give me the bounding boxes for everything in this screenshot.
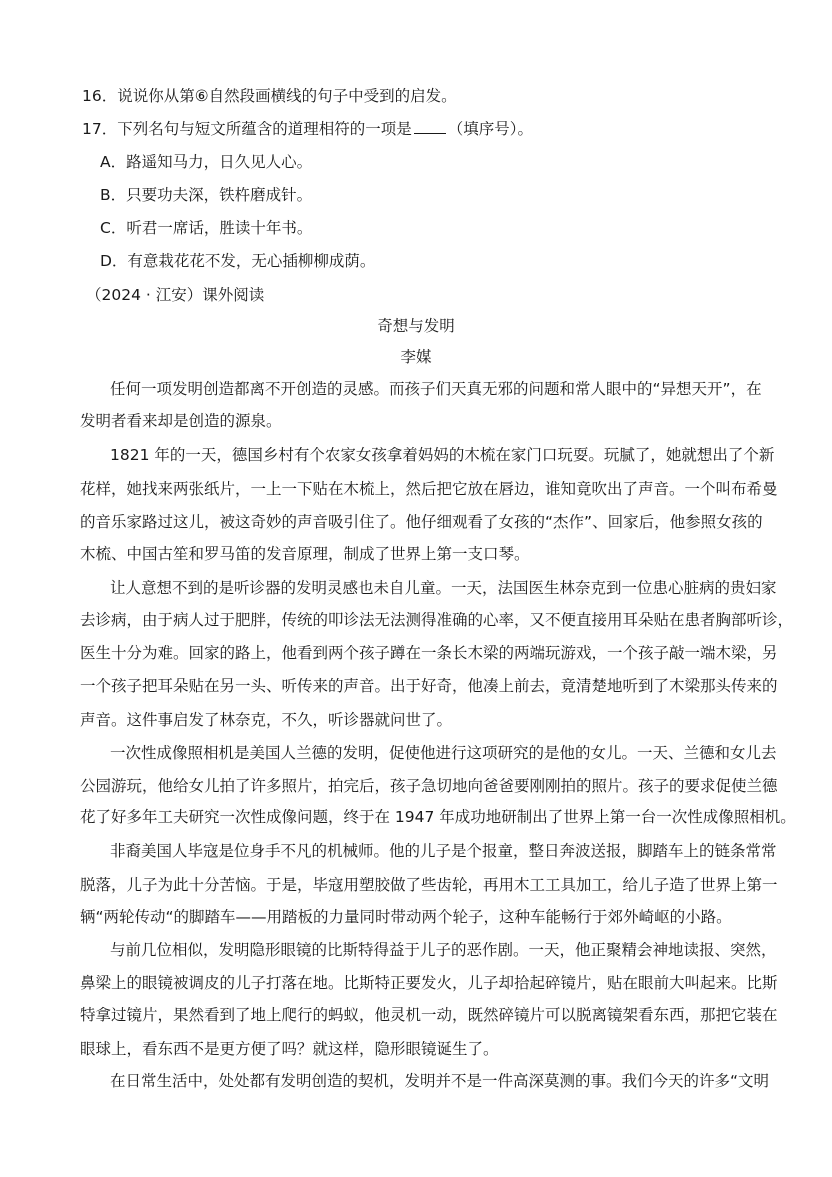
option-c: C．听君一席话，胜读十年书。: [100, 219, 313, 237]
paragraph-line: 医生十分为难。回家的路上，他看到两个孩子蹲在一条长木梁的两端玩游戏，一个孩子敲一端木梁，另: [80, 644, 778, 662]
paragraph-line: 特拿过镜片，果然看到了地上爬行的蚂蚁，他灵机一动，既然碎镜片可以脱离镜架看东西，那把它装在: [80, 1006, 778, 1024]
option-b: B．只要功夫深，铁杵磨成针。: [100, 186, 313, 204]
paragraph-line: 任何一项发明创造都离不开创造的灵感。而孩子们天真无邪的问题和常人眼中的“异想天开”，在: [110, 380, 762, 398]
paragraph-line: 花样，她找来两张纸片，一上一下贴在木梳上，然后把它放在唇边，谁知竟吹出了声音。一个叫布希曼: [80, 480, 778, 498]
paragraph-line: 发明者看来却是创造的源泉。: [80, 412, 282, 430]
source-label: （2024 · 江安）课外阅读: [86, 286, 265, 304]
paragraph-line: 鼻梁上的眼镜被调皮的儿子打落在地。比斯特正要发火，儿子却拾起碎镜片，贴在眼前大叫起来。比斯: [80, 974, 778, 992]
paragraph-line: 木梳、中国古笙和罗马笛的发音原理，制成了世界上第一支口琴。: [80, 545, 530, 563]
paragraph-line: 脱落，儿子为此十分苦恼。于是，毕寇用塑胶做了些齿轮，再用木工工具加工，给儿子造了世界上第一: [80, 876, 778, 894]
option-d: D．有意栽花花不发，无心插柳柳成荫。: [100, 252, 376, 270]
answer-blank: [414, 119, 446, 134]
option-a: A．路遥知马力，日久见人心。: [100, 153, 313, 171]
paragraph-line: 眼球上，看东西不是更方便了吗？就这样，隐形眼镜诞生了。: [80, 1040, 499, 1058]
article-author: 李媒: [400, 348, 432, 366]
question-17-prompt: 17．下列名句与短文所蕴含的道理相符的一项是: [82, 120, 412, 138]
paragraph-line: 与前几位相似，发明隐形眼镜的比斯特得益于儿子的恶作剧。一天，他正聚精会神地读报、突然，: [110, 941, 777, 959]
paragraph-line: 在日常生活中，处处都有发明创造的契机，发明并不是一件高深莫测的事。我们今天的许多“文明: [110, 1072, 770, 1090]
paragraph-line: 声音。这件事启发了林奈克，不久，听诊器就问世了。: [80, 711, 453, 729]
paragraph-line: 一次性成像照相机是美国人兰德的发明，促使他进行这项研究的是他的女儿。一天、兰德和女儿去: [110, 744, 777, 762]
paragraph-line: 让人意想不到的是听诊器的发明灵感也未自儿童。一天，法国医生林奈克到一位患心脏病的贵妇家: [110, 579, 777, 597]
paragraph-line: 一个孩子把耳朵贴在另一头、听传来的声音。出于好奇，他凑上前去，竟清楚地听到了木梁那头传来的: [80, 677, 778, 695]
question-17: [82, 119, 533, 139]
paragraph-line: 花了好多年工夫研究一次性成像问题，终于在 1947 年成功地研制出了世界上第一台一次性成像照相机。: [80, 808, 796, 826]
paragraph-line: 的音乐家路过这儿，被这奇妙的声音吸引住了。他仔细观看了女孩的“杰作”、回家后，他参照女孩的: [80, 513, 763, 531]
paragraph-line: 去诊病，由于病人过于肥胖，传统的叩诊法无法测得准确的心率，又不便直接用耳朵贴在患者胸部听诊，: [80, 611, 794, 629]
paragraph-line: 辆“两轮传动“的脚踏车——用踏板的力量同时带动两个轮子，这种车能畅行于郊外崎岖的小路。: [80, 908, 732, 926]
paragraph-line: 非裔美国人毕寇是位身手不凡的机械师。他的儿子是个报童，整日奔波送报，脚踏车上的链条常常: [110, 842, 777, 860]
article-title: 奇想与发明: [377, 317, 455, 335]
question-17-suffix: （填序号）。: [447, 120, 533, 138]
paragraph-line: 公园游玩，他给女儿拍了许多照片，拍完后，孩子急切地向爸爸要刚刚拍的照片。孩子的要求促使兰德: [80, 777, 778, 795]
question-16: 16．说说你从第⑥自然段画横线的句子中受到的启发。: [82, 87, 457, 105]
paragraph-line: 1821 年的一天，德国乡村有个农家女孩拿着妈妈的木梳在家门口玩耍。玩腻了，她就想出了个新: [110, 446, 775, 464]
